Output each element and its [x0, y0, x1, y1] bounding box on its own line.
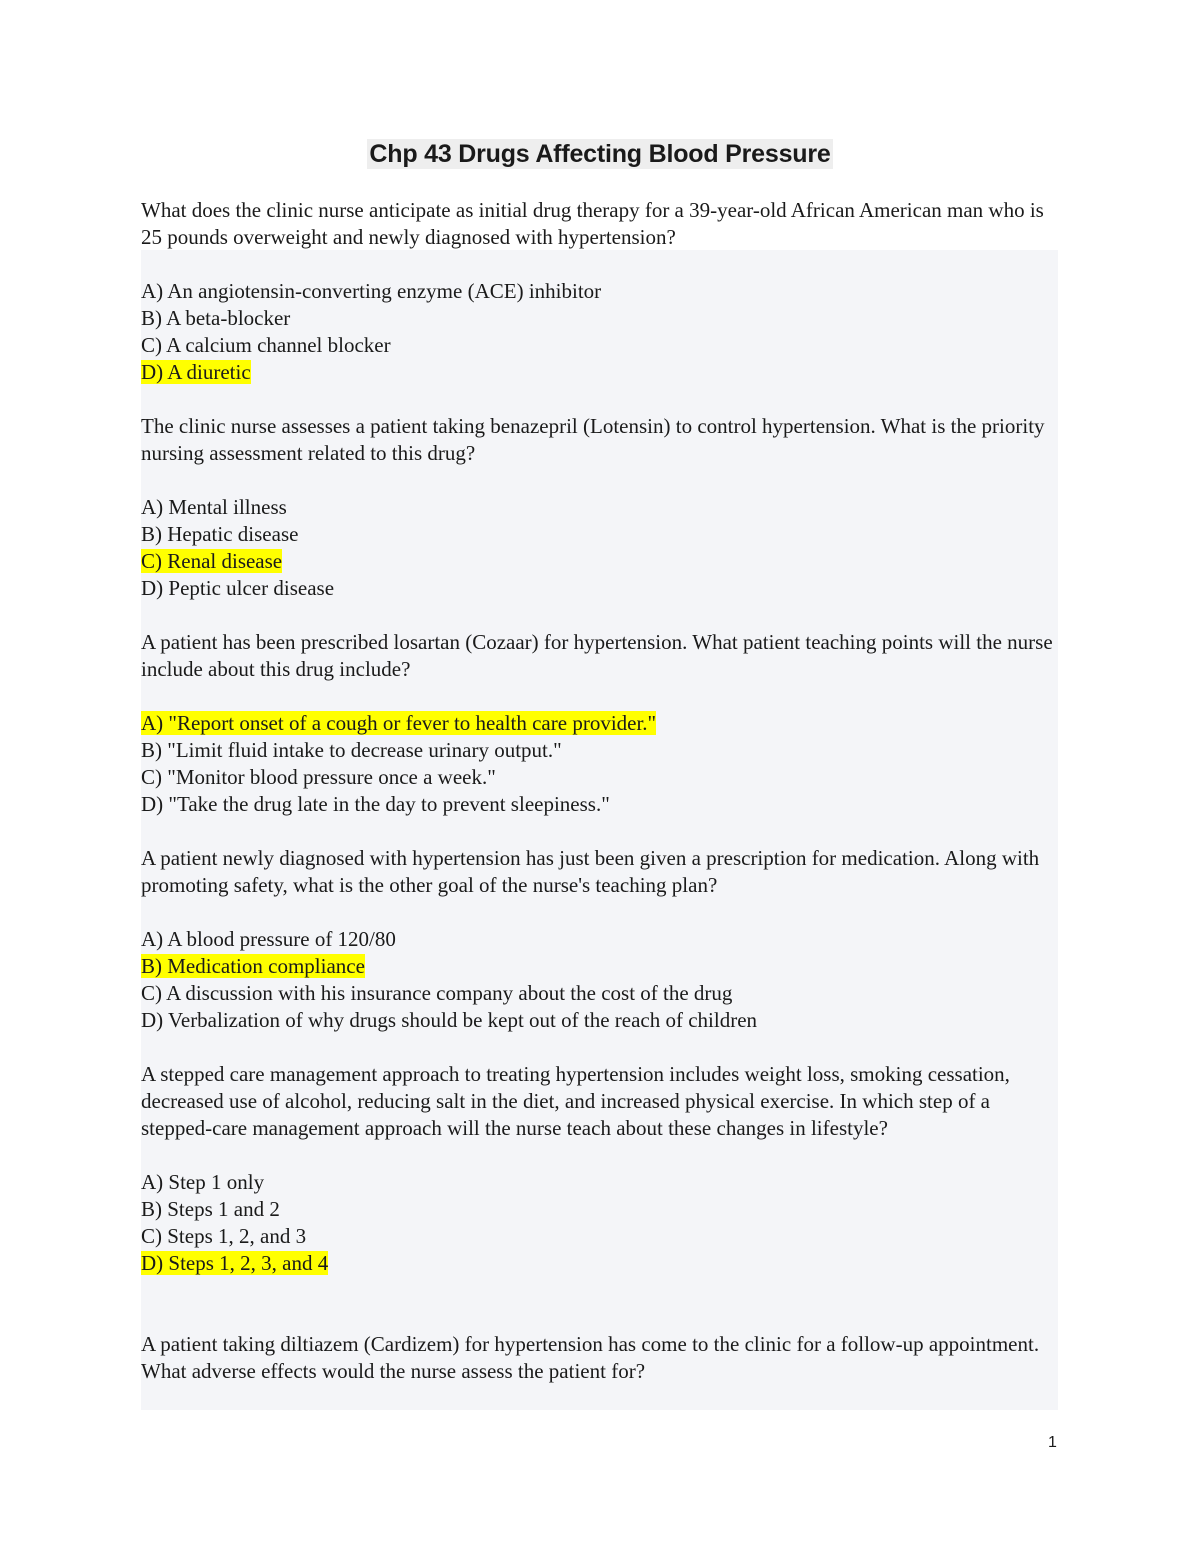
question-list — [141, 278, 1058, 1412]
option-1c: C) A calcium channel blocker — [141, 333, 391, 357]
question-5-stem: A stepped care management approach to treating hypertension includes weight loss, smoking cessation, decreased use of alcohol, reducing salt in the diet, and increased physical exercise. In which step of a stepped-care management approach will the nurse teach about these changes in lifestyle? — [141, 1062, 1010, 1140]
question-3-stem: A patient has been prescribed losartan (Cozaar) for hypertension. What patient teaching points will the nurse include about this drug include? — [141, 630, 1053, 681]
option-5d-answer: D) Steps 1, 2, 3, and 4 — [141, 1251, 329, 1275]
option-5c: C) Steps 1, 2, and 3 — [141, 1224, 307, 1248]
question-4-stem: A patient newly diagnosed with hypertension has just been given a prescription for medication. Along with promoting safety, what is the other goal of the nurse's teaching plan? — [141, 846, 1040, 897]
question-6-stem: A patient taking diltiazem (Cardizem) for hypertension has come to the clinic for a follow-up appointment. What adverse effects would the nurse assess the patient for? — [141, 1332, 1040, 1383]
option-2a: A) Mental illness — [141, 495, 287, 519]
spacer — [141, 1304, 1058, 1331]
option-4a: A) A blood pressure of 120/80 — [141, 927, 396, 951]
option-3c: C) "Monitor blood pressure once a week." — [141, 765, 496, 789]
option-4b-answer: B) Medication compliance — [141, 954, 365, 978]
option-4d: D) Verbalization of why drugs should be kept out of the reach of children — [141, 1008, 758, 1032]
page-number: 1 — [1048, 1434, 1057, 1451]
option-3a-answer: A) "Report onset of a cough or fever to health care provider." — [141, 711, 657, 735]
option-1b: B) A beta-blocker — [141, 306, 291, 330]
question-5 — [141, 1061, 1058, 1277]
question-2-stem: The clinic nurse assesses a patient taking benazepril (Lotensin) to control hypertension. What is the priority nursing assessment related to this drug? — [141, 414, 1045, 465]
option-4c: C) A discussion with his insurance company about the cost of the drug — [141, 981, 733, 1005]
option-5b: B) Steps 1 and 2 — [141, 1197, 280, 1221]
option-1a: A) An angiotensin-converting enzyme (ACE) inhibitor — [141, 279, 602, 303]
question-1-stem: What does the clinic nurse anticipate as initial drug therapy for a 39-year-old African American man who is 25 pounds overweight and newly diagnosed with hypertension? — [141, 198, 1044, 249]
option-3b: B) "Limit fluid intake to decrease urinary output." — [141, 738, 562, 762]
option-2c-answer: C) Renal disease — [141, 549, 283, 573]
option-2b: B) Hepatic disease — [141, 522, 299, 546]
question-2 — [141, 413, 1058, 602]
document-title: Chp 43 Drugs Affecting Blood Pressure — [369, 140, 831, 168]
option-3d: D) "Take the drug late in the day to prevent sleepiness." — [141, 792, 610, 816]
option-2d: D) Peptic ulcer disease — [141, 576, 335, 600]
option-1d-answer: D) A diuretic — [141, 360, 251, 384]
question-1-options — [141, 278, 1058, 386]
question-6 — [141, 1331, 1058, 1385]
question-3 — [141, 629, 1058, 818]
option-5a: A) Step 1 only — [141, 1170, 265, 1194]
question-4 — [141, 845, 1058, 1034]
